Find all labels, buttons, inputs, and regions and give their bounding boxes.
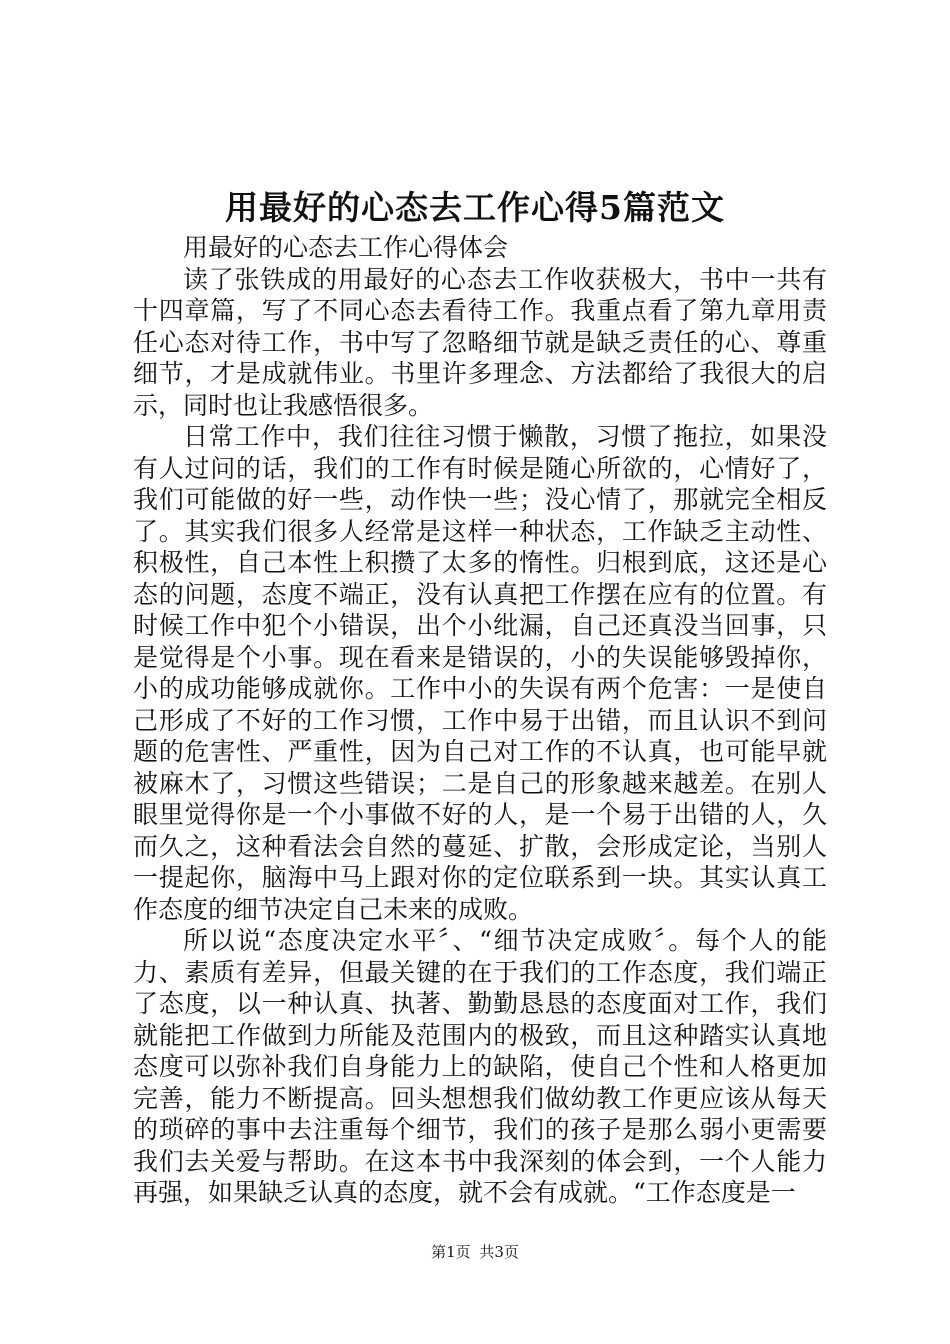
body-paragraph: 读了张铁成的用最好的心态去工作收获极大，书中一共有十四章篇，写了不同心态去看待工作。我重点看了第九章用责任心态对待工作，书中写了忽略细节就是缺乏责任的心、尊重细节，才是成就伟业。书里许多理念、方法都给了我很大的启示，同时也让我感悟很多。 <box>133 264 827 420</box>
page-number: 第1页 <box>431 1243 471 1261</box>
page-footer <box>0 1242 950 1262</box>
subtitle-paragraph: 用最好的心态去工作心得体会 <box>183 233 509 262</box>
document-body <box>133 232 827 1209</box>
page-total: 共3页 <box>479 1243 519 1261</box>
document-title: 用最好的心态去工作心得5篇范文 <box>225 188 725 227</box>
body-paragraph: 所以说“态度决定水平〞、“细节决定成败〞。每个人的能力、素质有差异，但最关键的在于我们的工作态度，我们端正了态度，以一种认真、执著、勤勤恳恳的态度面对工作，我们就能把工作做到力所能及范围内的极致，而且这种踏实认真地态度可以弥补我们自身能力上的缺陷，使自己个性和人格更加完善，能力不断提高。回头想想我们做幼教工作更应该从每天的琐碎的事中去注重每个细节，我们的孩子是那么弱小更需要我们去关爱与帮助。在这本书中我深刻的体会到，一个人能力再强，如果缺乏认真的态度，就不会有成就。“工作态度是一 <box>133 926 827 1207</box>
body-paragraph: 日常工作中，我们往往习惯于懒散，习惯了拖拉，如果没有人过问的话，我们的工作有时候是随心所欲的，心情好了，我们可能做的好一些，动作快一些；没心情了，那就完全相反了。其实我们很多人经常是这样一种状态，工作缺乏主动性、积极性，自己本性上积攒了太多的惰性。归根到底，这还是心态的问题，态度不端正，没有认真把工作摆在应有的位置。有时候工作中犯个小错误，出个小纰漏，自己还真没当回事，只是觉得是个小事。现在看来是错误的，小的失误能够毁掉你，小的成功能够成就你。工作中小的失误有两个危害：一是使自己形成了不好的工作习惯，工作中易于出错，而且认识不到问题的危害性、严重性，因为自己对工作的不认真，也可能早就被麻木了，习惯这些错误；二是自己的形象越来越差。在别人眼里觉得你是一个小事做不好的人，是一个易于出错的人，久而久之，这种看法会自然的蔓延、扩散，会形成定论，当别人一提起你，脑海中马上跟对你的定位联系到一块。其实认真工作态度的细节决定自己未来的成败。 <box>133 422 827 924</box>
